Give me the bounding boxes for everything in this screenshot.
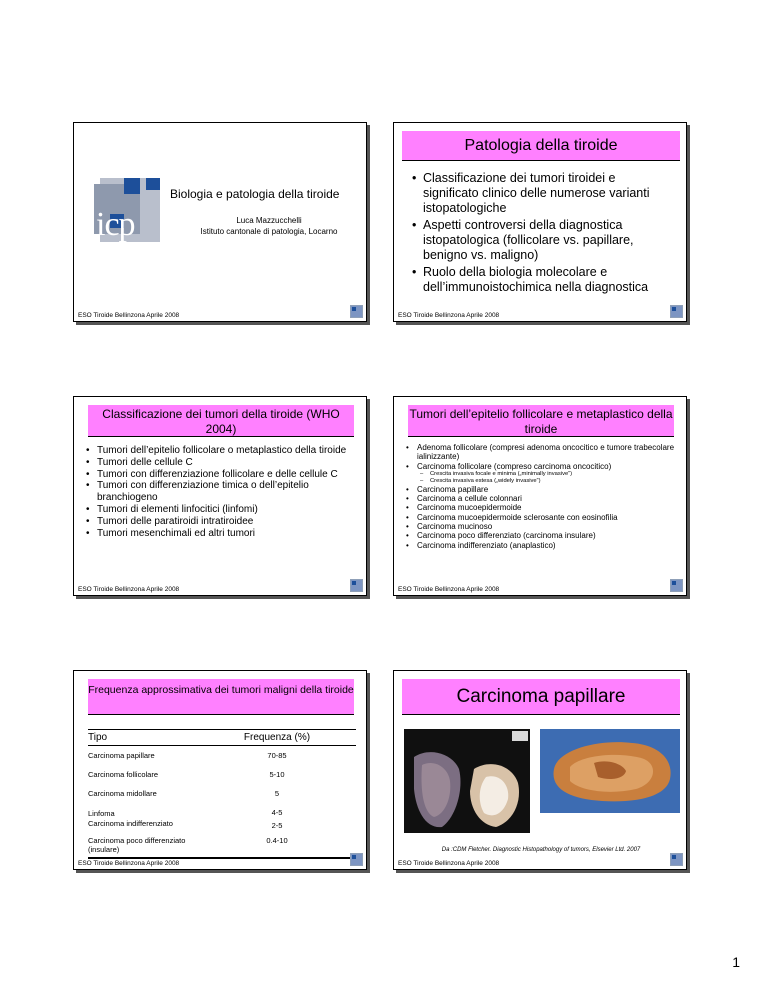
slide-3 <box>73 396 367 596</box>
list-item: • Carcinoma a cellule colonnari <box>406 494 680 503</box>
list-item: • Carcinoma papillare <box>406 485 680 494</box>
list-item: • Ruolo della biologia molecolare e dell’immunoistochimica nella diagnostica <box>412 265 674 295</box>
list-item: • Carcinoma indifferenziato (anaplastico) <box>406 541 680 550</box>
page-number: 1 <box>732 954 740 970</box>
table-row <box>88 765 356 784</box>
slide-1-title: Biologia e patologia della tiroide <box>170 187 340 201</box>
list-item: • Carcinoma poco differenziato (carcinoma insulare) <box>406 531 680 540</box>
corner-logo-icon <box>350 579 363 592</box>
slide-6-title-box <box>402 679 680 715</box>
slide-3-title-box <box>88 405 354 437</box>
slide-1-author: Luca Mazzucchelli <box>236 216 302 225</box>
list-item: • Tumori delle cellule C <box>86 457 356 469</box>
cell-tipo: Carcinoma papillare <box>88 751 155 760</box>
column-header-tipo: Tipo <box>88 732 108 743</box>
cell-tipo: Carcinoma follicolare <box>88 770 159 779</box>
frequency-table <box>88 729 356 859</box>
slide-5-footer: ESO Tiroide Bellinzona Aprile 2008 <box>78 860 180 867</box>
slide-4 <box>393 396 687 596</box>
corner-logo-icon <box>350 305 363 318</box>
slide-6-title: Carcinoma papillare <box>456 686 626 707</box>
list-item: • Tumori di elementi linfocitici (linfomi) <box>86 504 356 516</box>
icp-logo <box>94 178 174 248</box>
slide-2-footer: ESO Tiroide Bellinzona Aprile 2008 <box>398 312 500 319</box>
slide-5-title-box <box>88 679 354 715</box>
slide-2-bullets <box>412 171 674 295</box>
slide-2 <box>393 122 687 322</box>
slide-5 <box>73 670 367 870</box>
slide-3-bullets <box>86 445 356 539</box>
table-row <box>88 803 356 818</box>
slide-6-caption: Da :CDM Fletcher. Diagnostic Histopathology of tumors, Elsevier Ltd. 2007 <box>441 847 641 853</box>
specimen-image <box>540 729 680 813</box>
cell-freq: 5-10 <box>269 770 285 779</box>
slide-2-title-box <box>402 131 680 161</box>
slide-1-footer: ESO Tiroide Bellinzona Aprile 2008 <box>78 312 180 319</box>
table-row <box>88 784 356 803</box>
cell-tipo: Carcinoma poco differenziato (insulare) <box>88 836 186 854</box>
list-item: • Aspetti controversi della diagnostica istopatologica (follicolare vs. papillare, benigno vs. maligno) <box>412 218 674 263</box>
table-header-row <box>88 730 356 746</box>
list-item: • Carcinoma mucoepidermoide <box>406 503 680 512</box>
slide-5-title: Frequenza approssimativa dei tumori maligni della tiroide <box>88 684 354 696</box>
list-item: – Crescita invasiva focale e minima („minimally invasive“) <box>420 471 680 478</box>
slide-4-sublist <box>420 471 680 485</box>
list-item: • Adenoma follicolare (compresi adenoma oncocitico e tumore trabecolare ialinizzante) <box>406 443 680 462</box>
corner-logo-icon <box>670 579 683 592</box>
cell-freq: 0.4-10 <box>266 836 288 845</box>
corner-logo-icon <box>670 305 683 318</box>
list-item: • Carcinoma follicolare (compreso carcinoma oncocitico) <box>406 462 680 471</box>
icp-logo-text: icp <box>96 206 135 243</box>
corner-logo-icon <box>670 853 683 866</box>
cell-freq: 70-85 <box>267 751 287 760</box>
table-row <box>88 833 356 858</box>
slide-4-list <box>406 443 680 550</box>
slide-4-title-box <box>408 405 674 437</box>
slide-4-title: Tumori dell’epitelio follicolare e metaplastico della tiroide <box>409 407 673 436</box>
specimen-photo-left <box>404 729 530 833</box>
specimen-photo-right <box>540 729 680 813</box>
cell-tipo: Carcinoma midollare <box>88 789 157 798</box>
column-header-frequenza: Frequenza (%) <box>243 732 311 743</box>
slide-2-title: Patologia della tiroide <box>464 137 618 154</box>
list-item: – Crescita invasiva estesa („widely invasive“) <box>420 478 680 485</box>
list-item: • Carcinoma mucoepidermoide sclerosante con eosinofilia <box>406 513 680 522</box>
cell-tipo: Linfoma <box>88 808 115 818</box>
list-item: • Tumori con differenziazione timica o dell’epitelio branchiogeno <box>86 480 356 504</box>
cell-freq: 2-5 <box>271 821 283 830</box>
cell-freq: 4-5 <box>271 808 283 817</box>
slide-3-title: Classificazione dei tumori della tiroide (WHO 2004) <box>102 407 340 436</box>
list-item: • Tumori con differenziazione follicolare e delle cellule C <box>86 469 356 481</box>
table-row <box>88 818 356 833</box>
list-item: • Tumori mesenchimali ed altri tumori <box>86 528 356 540</box>
slide-3-footer: ESO Tiroide Bellinzona Aprile 2008 <box>78 586 180 593</box>
corner-logo-icon <box>350 853 363 866</box>
cell-freq: 5 <box>274 789 280 798</box>
cell-tipo: Carcinoma indifferenziato <box>88 819 173 828</box>
list-item: • Carcinoma mucinoso <box>406 522 680 531</box>
slide-4-footer: ESO Tiroide Bellinzona Aprile 2008 <box>398 586 500 593</box>
slide-1-institute: Istituto cantonale di patologia, Locarno <box>200 227 338 236</box>
table-row <box>88 746 356 766</box>
list-item: • Classificazione dei tumori tiroidei e significato clinico delle numerose varianti istopatologiche <box>412 171 674 216</box>
slide-6-footer: ESO Tiroide Bellinzona Aprile 2008 <box>398 860 500 867</box>
specimen-image <box>404 729 530 833</box>
list-item: • Tumori delle paratiroidi intratiroidee <box>86 516 356 528</box>
list-item: • Tumori dell’epitelio follicolare o metaplastico della tiroide <box>86 445 356 457</box>
slide-1 <box>73 122 367 322</box>
slide-6 <box>393 670 687 870</box>
